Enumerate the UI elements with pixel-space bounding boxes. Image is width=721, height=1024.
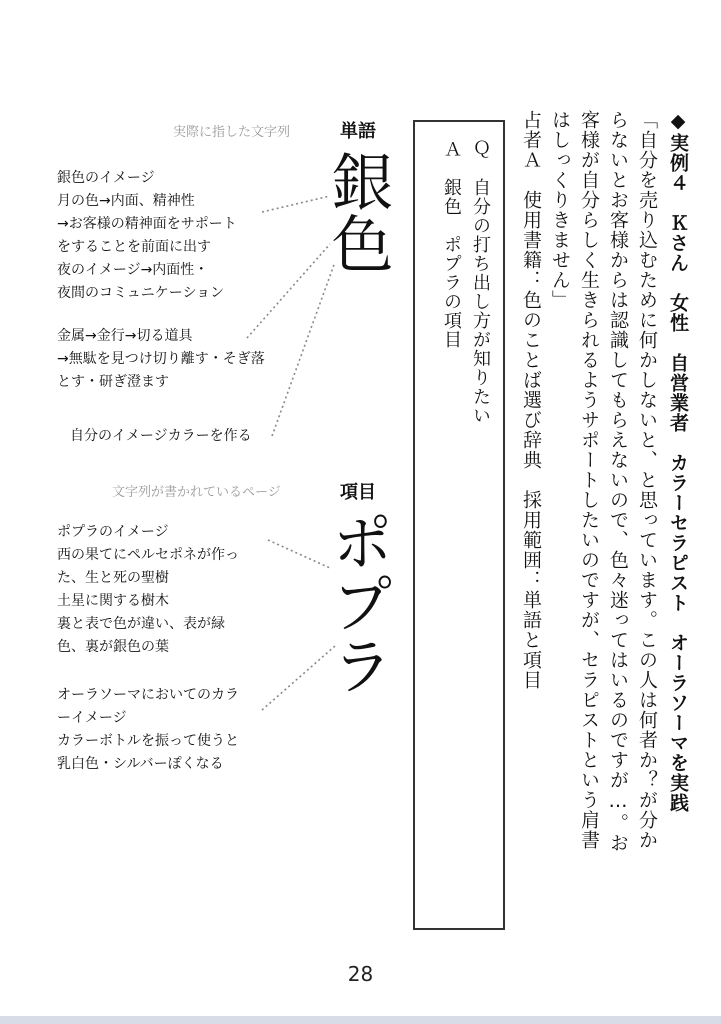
- word-big-text: 銀色: [321, 150, 394, 274]
- note-line: 銀色のイメージ: [57, 170, 155, 186]
- page-number: 28: [347, 962, 374, 986]
- note-line: 土星に関する樹木: [57, 593, 169, 609]
- case-quote-line-3: 客様が自分らしく生きられるようサポートしたいのですが、セラピストという肩書: [578, 110, 600, 850]
- note-line: ーイメージ: [57, 710, 127, 726]
- item-big-text: ポプラ: [321, 510, 394, 696]
- case-quote-line-1: 「自分を売り込むために何かしないと、と思っています。この人は何者か？が分か: [636, 110, 658, 850]
- word-note-2: [57, 325, 265, 394]
- case-quote-line-2: らないとお客様からは認識してもらえないので、色々迷ってはいるのですが…。お: [607, 110, 629, 853]
- note-line: 金属→金行→切る道具: [57, 328, 193, 344]
- answer-text: Ａ 銀色 ポプラの項目: [441, 140, 462, 349]
- note-line: 月の色→内面、精神性: [57, 193, 195, 209]
- note-line: →無駄を見つけ切り離す・そぎ落: [57, 351, 265, 367]
- note-line: ポプラのイメージ: [57, 524, 169, 540]
- item-heading: 項目: [340, 482, 376, 503]
- word-note-1: [57, 167, 237, 305]
- item-note-1: [57, 521, 239, 659]
- item-caption: 文字列が書かれているページ: [112, 485, 281, 500]
- case-quote-line-4: はしっくりきません」: [549, 110, 571, 310]
- note-line: カラーボトルを振って使うと: [57, 733, 239, 749]
- note-line: た、生と死の聖樹: [57, 570, 169, 586]
- note-line: オーラソーマにおいてのカラ: [57, 687, 239, 703]
- word-heading: 単語: [340, 121, 376, 142]
- note-line: とす・研ぎ澄ます: [57, 374, 169, 390]
- note-line: 乳白色・シルバーぽくなる: [57, 756, 224, 772]
- case-title: ◆実例４ Ｋさん 女性 自営業者 カラーセラピスト オーラソーマを実践: [667, 110, 689, 813]
- question-text: Ｑ 自分の打ち出し方が知りたい: [470, 140, 491, 425]
- word-note-3: 自分のイメージカラーを作る: [70, 428, 252, 444]
- connector-line: [262, 196, 330, 212]
- note-line: 色、裏が銀色の葉: [57, 639, 169, 655]
- note-line: →お客様の精神面をサポート: [57, 216, 237, 232]
- connector-line: [247, 244, 330, 338]
- note-line: 夜間のコミュニケーション: [57, 285, 225, 301]
- item-note-2: [57, 684, 239, 776]
- note-line: をすることを前面に出す: [57, 239, 211, 255]
- case-reader-info: 占者Ａ 使用書籍：色のことば選び辞典 採用範囲：単語と項目: [520, 110, 542, 690]
- page-bottom-edge: [0, 1016, 721, 1024]
- word-caption: 実際に指した文字列: [173, 125, 291, 140]
- note-line: 夜のイメージ→内面性・: [57, 262, 209, 278]
- connector-line: [272, 262, 335, 436]
- note-line: 西の果てにペルセポネが作っ: [57, 547, 239, 563]
- note-line: 裏と表で色が違い、表が緑: [57, 616, 225, 632]
